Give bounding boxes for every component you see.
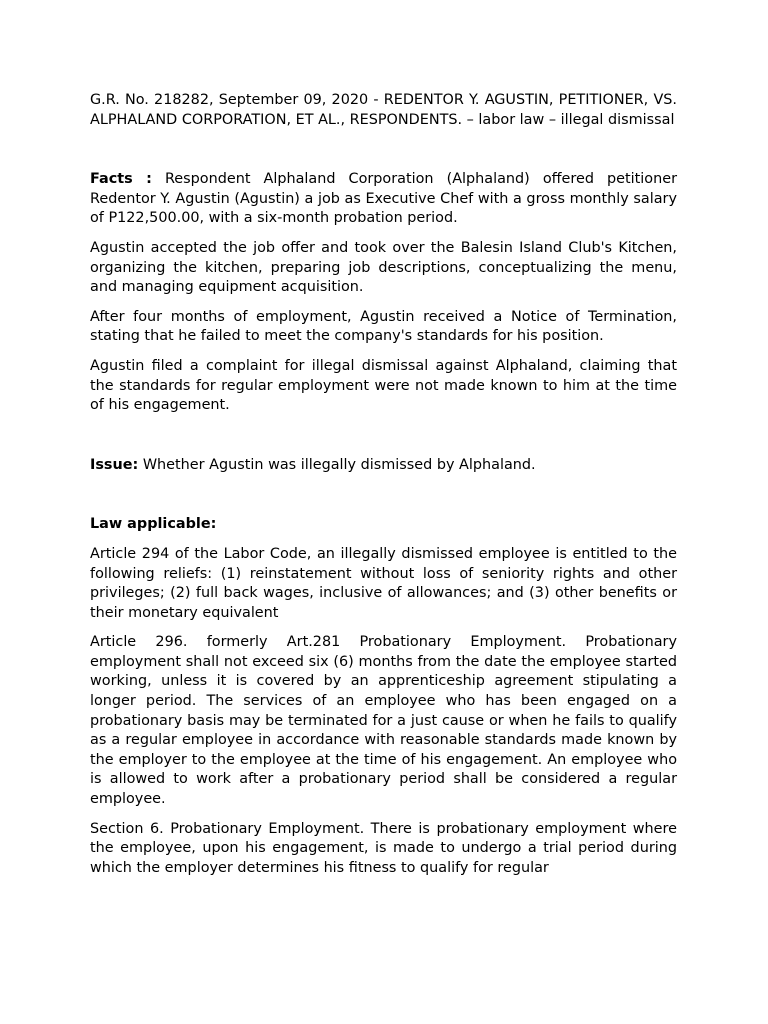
facts-paragraph-4: Agustin filed a complaint for illegal dismissal against Alphaland, claiming that the standards for regular employment were not made known to him at the time of his engagement.: [90, 357, 677, 414]
law-heading: Law applicable:: [90, 516, 217, 533]
facts-label: Facts :: [90, 171, 152, 188]
case-title: G.R. No. 218282, September 09, 2020 - REDENTOR Y. AGUSTIN, PETITIONER, VS. ALPHALAND CORPORATION, ET AL., RESPONDENTS. – labor law – illegal dismissal: [90, 92, 677, 128]
facts-paragraph-2: Agustin accepted the job offer and took over the Balesin Island Club's Kitchen, organizing the kitchen, preparing job descriptions, conceptualizing the menu, and managing equipment acquisition.: [90, 239, 677, 296]
document-page: [90, 91, 677, 878]
law-paragraph-3: Section 6. Probationary Employment. There is probationary employment where the employee, upon his engagement, is made to undergo a trial period during which the employer determines his fitness to qualify for regular: [90, 820, 677, 876]
issue-text: Whether Agustin was illegally dismissed by Alphaland.: [142, 456, 536, 473]
facts-text-1: Respondent Alphaland Corporation (Alphaland) offered petitioner Redentor Y. Agustin (Agustin) a job as Executive Chef with a gross monthly salary of P122,500.00, with a six-month probation period.: [90, 171, 678, 227]
law-paragraph-1: Article 294 of the Labor Code, an illegally dismissed employee is entitled to the following reliefs: (1) reinstatement without loss of seniority rights and other privileges; (2) full back wages, inclusive of allowances; and (3) other benefits or their monetary equivalent: [90, 545, 677, 621]
facts-paragraph-1: [90, 170, 677, 229]
law-paragraph-2: Article 296. formerly Art.281 Probationary Employment. Probationary employment shall not exceed six (6) months from the date the employee started working, unless it is covered by an apprenticeship agreement stipulating a longer period. The services of an employee who has been engaged on a probationary basis may be terminated for a just cause or when he fails to qualify as a regular employee in accordance with reasonable standards made known by the employer to the employee at the time of his engagement. An employee who is allowed to work after a probationary period shall be considered a regular employee.: [90, 634, 677, 808]
issue-label: Issue:: [90, 456, 139, 473]
facts-paragraph-3: After four months of employment, Agustin received a Notice of Termination, stating that he failed to meet the company's standards for his position.: [90, 308, 677, 345]
issue-paragraph: [90, 456, 677, 476]
